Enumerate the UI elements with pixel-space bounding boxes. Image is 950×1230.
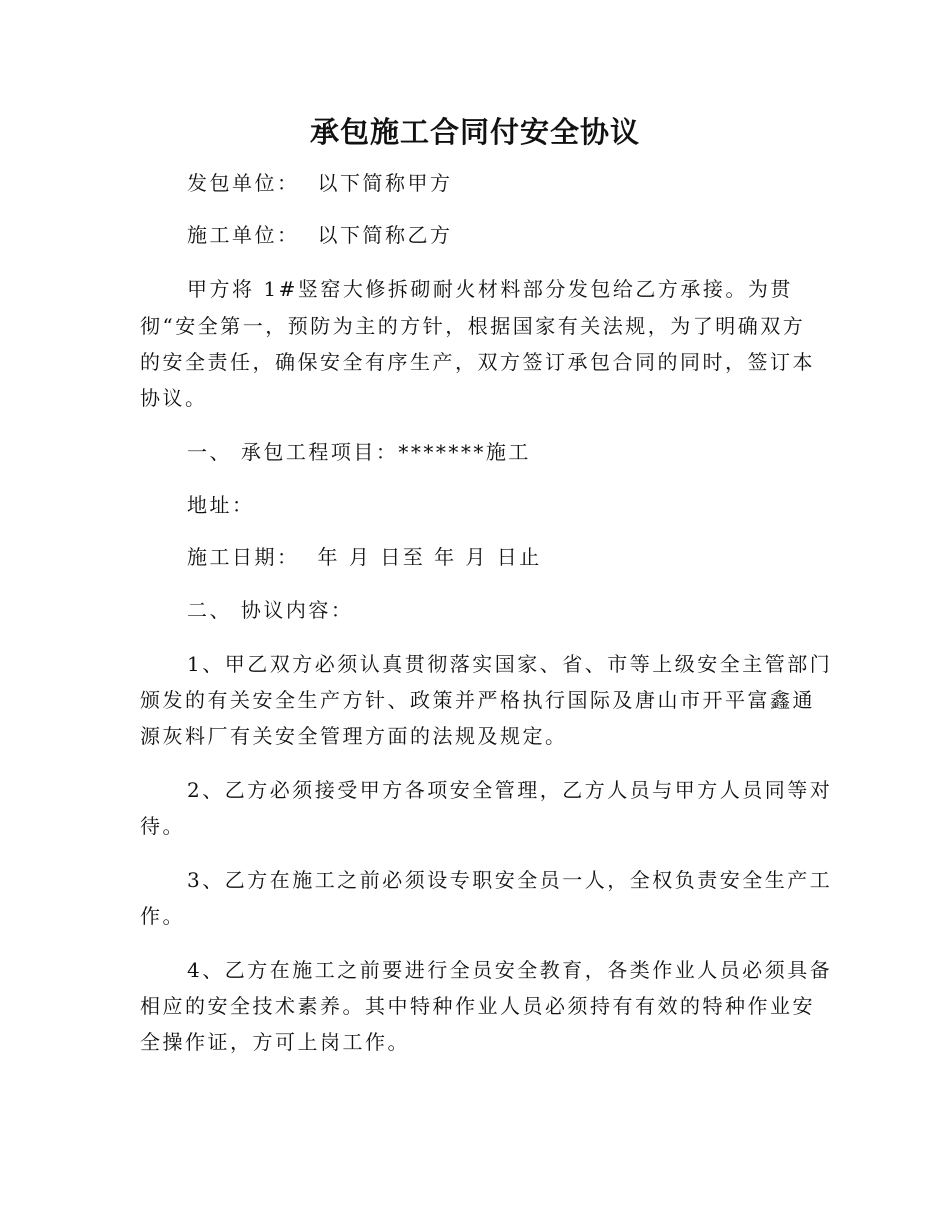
document-title: 承包施工合同付安全协议 — [309, 115, 640, 149]
clause-2-line: 待。 — [140, 814, 185, 838]
clause-3-line: 3、乙方在施工之前必须设专职安全员一人，全权负责安全生产工 — [187, 868, 833, 892]
clause-4-line: 4、乙方在施工之前要进行全员安全教育，各类作业人员必须具备 — [187, 958, 833, 982]
clause-4-line: 相应的安全技术素养。其中特种作业人员必须持有有效的特种作业安 — [140, 994, 815, 1018]
date-value: 年 月 日至 年 月 日止 — [317, 545, 542, 569]
issuer-field — [140, 165, 857, 201]
contractor-value: 以下简称乙方 — [317, 223, 453, 247]
clause-4-line: 全操作证，方可上岗工作。 — [140, 1030, 410, 1054]
issuer-label: 发包单位： — [187, 171, 300, 195]
date-label: 施工日期： — [187, 545, 300, 569]
clause-1-line: 1、甲乙双方必须认真贯彻落实国家、省、市等上级安全主管部门 — [187, 652, 833, 676]
clause-1-line: 颁发的有关安全生产方针、政策并严格执行国际及唐山市开平富鑫通 — [140, 688, 815, 712]
clause-3-line: 作。 — [140, 904, 185, 928]
intro-line: 协议。 — [140, 386, 208, 410]
intro-line: 甲方将 1#竖窑大修拆砌耐火材料部分发包给乙方承接。为贯 — [187, 277, 793, 301]
construction-date-field — [140, 539, 857, 575]
clause-1-line: 源灰料厂有关安全管理方面的法规及规定。 — [140, 724, 568, 748]
clause-2-line: 2、乙方必须接受甲方各项安全管理，乙方人员与甲方人员同等对 — [187, 778, 833, 802]
section-2-heading: 二、 协议内容： — [187, 598, 354, 622]
address-label: 地址： — [187, 493, 255, 517]
section-1-heading: 一、 承包工程项目：*******施工 — [187, 440, 531, 464]
issuer-value: 以下简称甲方 — [317, 171, 453, 195]
contractor-label: 施工单位： — [187, 223, 300, 247]
intro-line: 的安全责任，确保安全有序生产，双方签订承包合同的同时，签订本 — [140, 350, 815, 374]
contractor-field — [140, 217, 857, 253]
intro-line: 彻“安全第一，预防为主的方针，根据国家有关法规，为了明确双方 — [140, 314, 806, 338]
